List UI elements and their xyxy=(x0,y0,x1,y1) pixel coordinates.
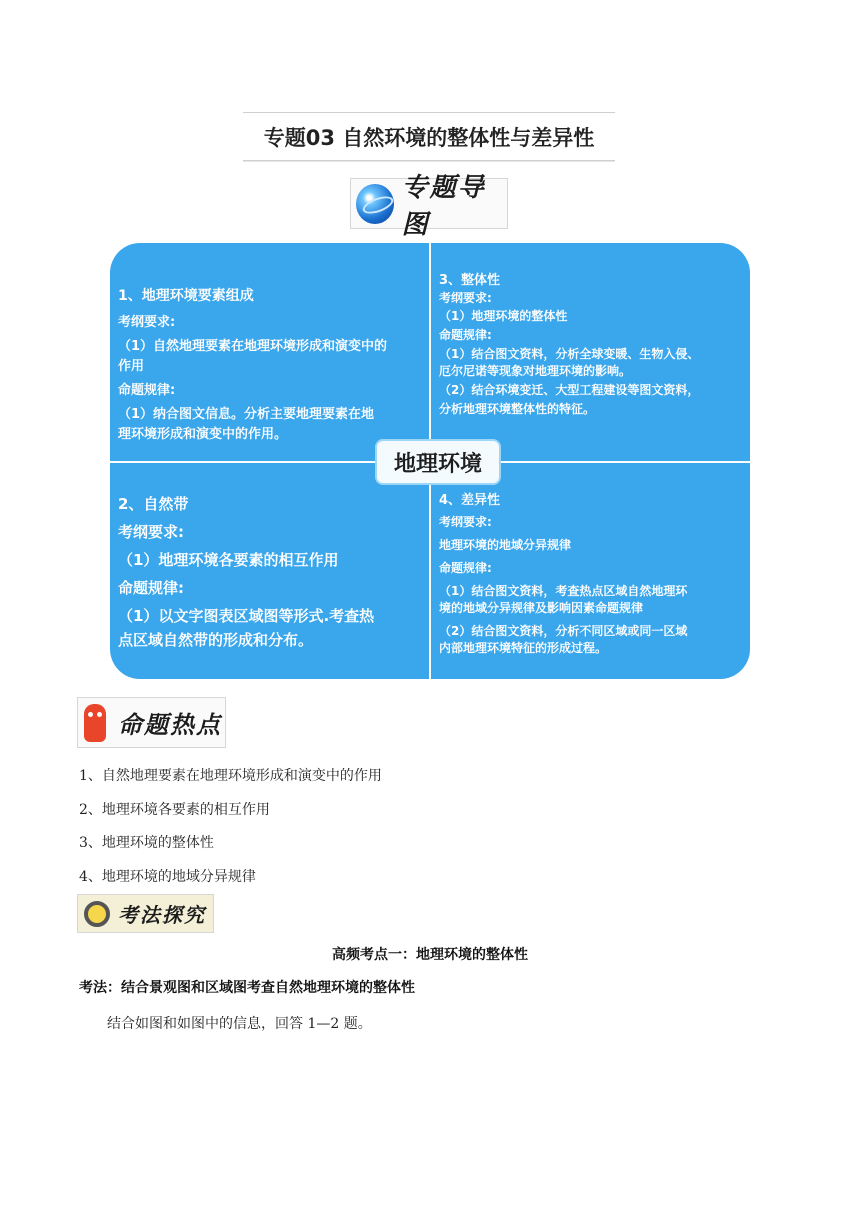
diagram-quadrant-difference xyxy=(431,463,750,679)
rule-line: （1）结合图文资料，分析全球变暖、生物入侵、 xyxy=(439,347,700,361)
rule-line: （2）结合图文资料，分析不同区域或同一区域 xyxy=(439,624,688,638)
diagram-quadrant-natural-zone xyxy=(110,463,429,679)
hot-point-item: 4、地理环境的地域分异规律 xyxy=(79,869,256,885)
globe-icon xyxy=(356,184,394,224)
hot-topics-badge xyxy=(77,697,226,748)
rule-line: （2）结合环境变迁、大型工程建设等图文资料， xyxy=(439,383,700,397)
rule-line: 境的地域分异规律及影响因素命题规律 xyxy=(439,601,644,615)
quadrant-heading: 3、整体性 xyxy=(439,273,501,288)
hot-topics-label: 命题热点 xyxy=(118,710,222,739)
requirement-line: 地理环境的地域分异规律 xyxy=(439,538,572,552)
section-title: 高频考点一：地理环境的整体性 xyxy=(332,947,528,963)
rule-line: 理环境形成和演变中的作用。 xyxy=(118,427,288,442)
requirement-line: （1）自然地理要素在地理环境形成和演变中的 xyxy=(118,339,388,354)
rule-label: 命题规律: xyxy=(118,383,176,398)
topic-diagram xyxy=(110,243,750,679)
magnifier-icon xyxy=(84,901,110,927)
exam-method-badge xyxy=(77,894,214,933)
rule-line: 内部地理环境特征的形成过程。 xyxy=(439,641,608,655)
topic-guide-badge xyxy=(350,172,508,240)
requirement-label: 考纲要求: xyxy=(118,523,184,541)
diagram-quadrant-composition xyxy=(110,243,429,461)
question-intro: 结合如图和如图中的信息，回答 1—2 题。 xyxy=(107,1016,372,1032)
diagram-center-label: 地理环境 xyxy=(375,439,501,485)
document-title: 专题03 自然环境的整体性与差异性 xyxy=(243,112,615,161)
quadrant-heading: 2、自然带 xyxy=(118,495,189,513)
requirement-label: 考纲要求: xyxy=(439,291,492,305)
mascot-icon xyxy=(84,704,106,742)
hot-point-item: 3、地理环境的整体性 xyxy=(79,835,214,851)
requirement-line: （1）地理环境的整体性 xyxy=(439,309,568,323)
rule-label: 命题规律: xyxy=(439,561,492,575)
exam-method-label: 考法探究 xyxy=(118,903,206,927)
rule-line: （1）以文字图表区域图等形式.考查热 xyxy=(118,607,375,625)
rule-line: （1）结合图文资料，考查热点区域自然地理环 xyxy=(439,584,688,598)
requirement-label: 考纲要求: xyxy=(118,315,176,330)
requirement-line: 作用 xyxy=(118,359,145,374)
rule-line: 厄尔尼诺等现象对地理环境的影响。 xyxy=(439,364,632,378)
topic-guide-label: 专题导图 xyxy=(401,172,486,240)
quadrant-heading: 1、地理环境要素组成 xyxy=(118,288,254,304)
rule-label: 命题规律: xyxy=(118,579,184,597)
rule-line: 点区域自然带的形成和分布。 xyxy=(118,631,314,649)
diagram-quadrant-integrity xyxy=(431,243,750,461)
requirement-label: 考纲要求: xyxy=(439,515,492,529)
exam-method-heading: 考法：结合景观图和区域图考查自然地理环境的整体性 xyxy=(79,980,415,996)
quadrant-heading: 4、差异性 xyxy=(439,493,501,508)
hot-point-item: 1、自然地理要素在地理环境形成和演变中的作用 xyxy=(79,768,382,784)
requirement-line: （1）地理环境各要素的相互作用 xyxy=(118,551,339,569)
hot-point-item: 2、地理环境各要素的相互作用 xyxy=(79,802,270,818)
rule-line: 分析地理环境整体性的特征。 xyxy=(439,402,596,416)
rule-line: （1）纳合图文信息。分析主要地理要素在地 xyxy=(118,407,375,422)
rule-label: 命题规律: xyxy=(439,328,492,342)
